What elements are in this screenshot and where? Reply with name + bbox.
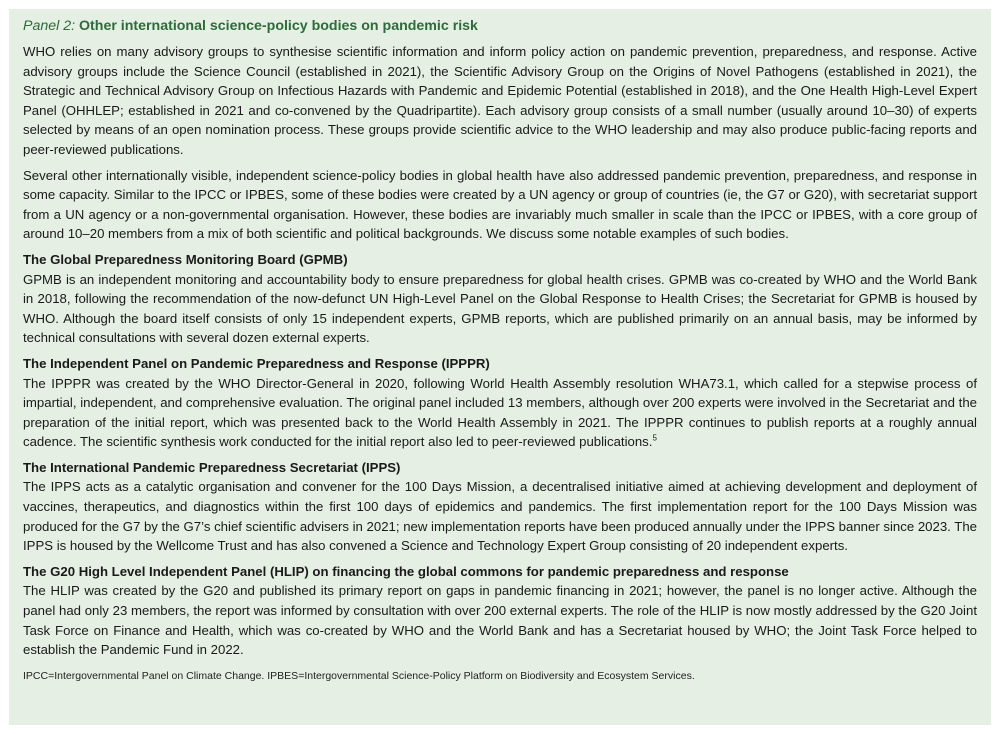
section-body: The IPPPR was created by the WHO Director-General in 2020, following World Health Assembly resolution WHA73.1, which called for a stepwise process of impartial, independent, and comprehensive evaluation. The original panel included 13 members, although over 200 experts were involved in the Secretariat and the preparation of the initial report, which was presented back to the World Health Assembly in 2021. The IPPPR continues to publish reports at a roughly annual cadence. The scientific synthesis work conducted for the initial report also led to peer-reviewed publications. xyxy=(23,375,977,450)
panel-title xyxy=(23,17,977,35)
section-body: The HLIP was created by the G20 and published its primary report on gaps in pandemic financing in 2021; however, the panel is no longer active. Although the panel had only 23 members, the report was informed by consultation with over 200 external experts. The role of the HLIP is now mostly addressed by the G20 Joint Task Force on Finance and Health, which was co-created by WHO and the World Bank and has a Secretariat housed by WHO; the Joint Task Force helped to establish the Pandemic Fund in 2022. xyxy=(23,583,977,658)
panel-title-text: Other international science-policy bodies on pandemic risk xyxy=(79,18,478,34)
intro-paragraph-1: WHO relies on many advisory groups to synthesise scientific information and inform policy action on pandemic prevention, preparedness, and response. Active advisory groups include the Science Council (established in 2021), the Scientific Advisory Group on the Origins of Novel Pathogens (established in 2021), the Strategic and Technical Advisory Group on Infectious Hazards with Pandemic and Epidemic Potential (established in 2018), and the One Health High-Level Expert Panel (OHHLEP; established in 2021 and co-convened by the Quadripartite). Each advisory group consists of a small number (usually around 10–30) of experts selected by means of an open nomination process. These groups provide scientific advice to the WHO leadership and may also produce public-facing reports and peer-reviewed publications. xyxy=(23,44,977,157)
section-body: GPMB is an independent monitoring and accountability body to ensure preparedness for global health crises. GPMB was co-created by WHO and the World Bank in 2018, following the recommendation of the now-defunct UN High-Level Panel on the Global Response to Health Crises; the Secretariat for GPMB is housed by WHO. Although the board itself consists of only 15 independent experts, GPMB reports, which are published primarily on an annual basis, may be informed by technical consultations with several dozen external experts. xyxy=(23,271,977,346)
section-hlip xyxy=(23,562,977,660)
section-heading: The Global Preparedness Monitoring Board (GPMB) xyxy=(23,251,348,267)
panel-label: Panel 2: xyxy=(23,18,76,34)
section-ipps xyxy=(23,458,977,556)
section-body: The IPPS acts as a catalytic organisation and convener for the 100 Days Mission, a decentralised initiative aimed at achieving development and deployment of vaccines, therapeutics, and diagnostics within the first 100 days of epidemics and pandemics. The first implementation report for the 100 Days Mission was produced for the G7 by the G7’s chief scientific advisers in 2021; new implementation reports have been produced annually under the IPPS banner since 2023. The IPPS is housed by the Wellcome Trust and has also convened a Science and Technology Expert Group consisting of 20 independent experts. xyxy=(23,479,977,554)
section-heading: The Independent Panel on Pandemic Preparedness and Response (IPPPR) xyxy=(23,355,490,371)
section-heading: The International Pandemic Preparedness Secretariat (IPPS) xyxy=(23,459,401,475)
footnote: IPCC=Intergovernmental Panel on Climate Change. IPBES=Intergovernmental Science-Policy Platform on Biodiversity and Ecosystem Services. xyxy=(23,669,695,682)
intro-paragraph-2: Several other internationally visible, independent science-policy bodies in global health have also addressed pandemic prevention, preparedness, and response in some capacity. Similar to the IPCC or IPBES, some of these bodies were created by a UN agency or group of countries (ie, the G7 or G20), with secretariat support from a UN agency or a non-governmental organisation. However, these bodies are invariably much smaller in scale than the IPCC or IPBES, with a core group of around 10–20 members from a mix of both scientific and political backgrounds. We discuss some notable examples of such bodies. xyxy=(23,167,977,242)
section-body-wrapper xyxy=(23,374,977,452)
panel-box xyxy=(9,9,991,725)
section-ipppr xyxy=(23,354,977,452)
section-heading: The G20 High Level Independent Panel (HLIP) on financing the global commons for pandemic preparedness and response xyxy=(23,563,789,579)
reference-marker: 5 xyxy=(652,433,657,443)
section-gpmb xyxy=(23,250,977,348)
